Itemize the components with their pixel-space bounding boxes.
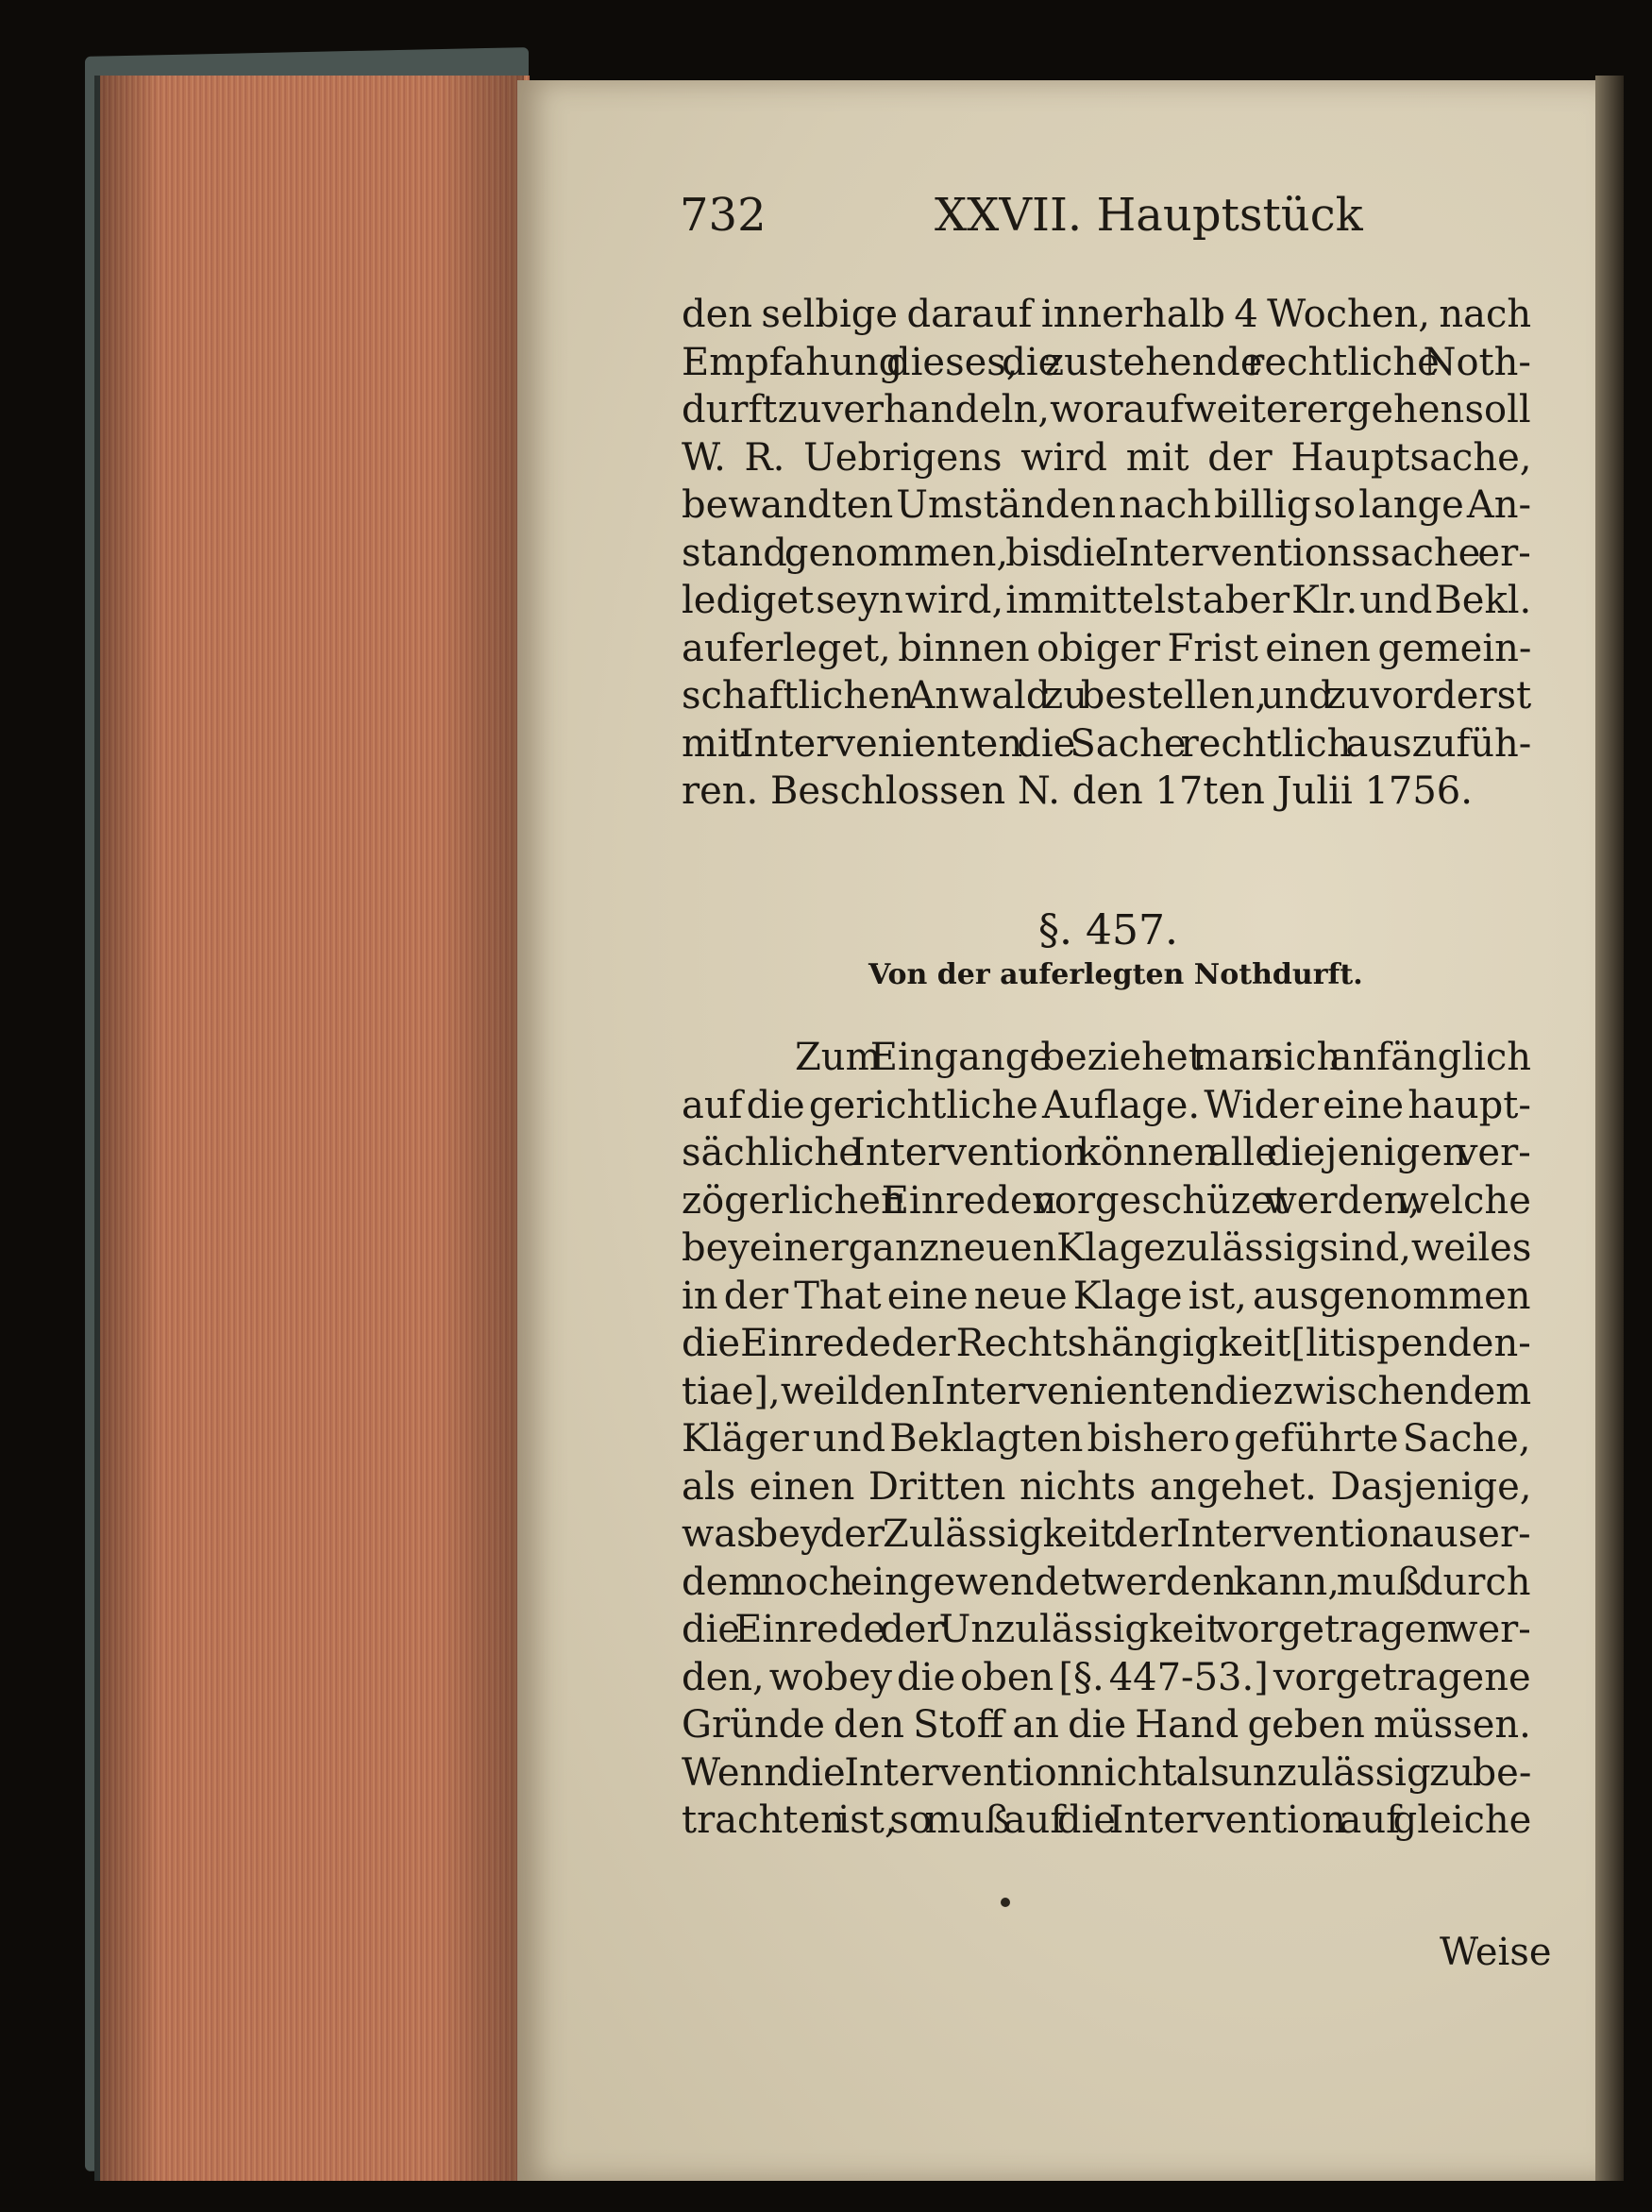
- section-title: Von der auferlegten Nothdurft.: [868, 958, 1363, 991]
- catchword: Weise: [1440, 1931, 1552, 1974]
- text-line: die Einrede der Unzulässigkeit vorgetragen wer-: [682, 1608, 1531, 1651]
- text-line: tiae], weil den Intervenienten die zwischen dem: [682, 1369, 1532, 1413]
- text-line: zögerlichen Einreden vorgeschüzet werden, welche: [682, 1178, 1531, 1223]
- text-line: bewandten Umständen nach billig so lange An-: [682, 483, 1532, 527]
- text-line: Gründe den Stoff an die Hand geben müssen.: [682, 1703, 1531, 1747]
- paragraph-1: [682, 291, 1531, 816]
- text-line: Empfahung dieses, die zustehende rechtliche Noth-: [682, 340, 1531, 384]
- text-line: stand genommen, bis die Interventionssache er-: [682, 531, 1531, 575]
- running-head: [680, 189, 1435, 255]
- text-line: den selbige darauf innerhalb 4 Wochen, nach: [682, 293, 1532, 336]
- page-number: 732: [680, 189, 767, 242]
- text-line: den, wobey die oben [§. 447-53.] vorgetragene: [682, 1655, 1531, 1699]
- text-line: als einen Dritten nichts angehet. Dasjenige,: [682, 1464, 1532, 1509]
- text-line: mit Intervenienten die Sache rechtlich auszufüh-: [682, 721, 1532, 766]
- gutter: [1595, 76, 1624, 2181]
- text-line: Wenn die Intervention nicht als unzulässig zu be-: [682, 1750, 1532, 1795]
- text-line: dem noch eingewendet werden kann, muß durch: [682, 1560, 1531, 1604]
- text-line: W. R. Uebrigens wird mit der Hauptsache,: [682, 435, 1532, 480]
- text-line: auferleget, binnen obiger Frist einen gemein-: [682, 626, 1532, 670]
- paragraph-2: [682, 1034, 1531, 1845]
- text-line: sächliche Intervention können alle diejenigen ver-: [682, 1131, 1531, 1174]
- chapter-heading: XXVII. Hauptstück: [935, 189, 1363, 242]
- text-line: trachten ist, so muß auf die Intervention auf gleiche: [682, 1798, 1532, 1842]
- text-line: lediget seyn wird, immittelst aber Klr. und Bekl.: [682, 579, 1532, 622]
- text-line: schaftlichen Anwald zu bestellen, und zuvorderst: [682, 674, 1532, 718]
- text-line: auf die gerichtliche Auflage. Wider eine haupt-: [682, 1083, 1531, 1127]
- text-line: die Einrede der Rechtshängigkeit [litis penden-: [682, 1322, 1531, 1365]
- text-line: was bey der Zulässigkeit der Intervention auser-: [682, 1512, 1531, 1556]
- section-number: §. 457.: [1038, 906, 1178, 954]
- text-line: bey einer ganz neuen Klage zulässig sind, weil es: [682, 1226, 1532, 1270]
- text-line: ren. Beschlossen N. den 17ten Julii 1756.: [682, 769, 1473, 813]
- text-line: Zum Eingange beziehet man sich anfänglich: [795, 1036, 1532, 1079]
- text-line: durft zu verhandeln, worauf weiter ergehen soll: [682, 388, 1531, 431]
- text-line: in der That eine neue Klage ist, ausgenommen: [682, 1274, 1531, 1318]
- text-line: Kläger und Beklagten bishero geführte Sache,: [682, 1417, 1531, 1461]
- ink-dot: [1001, 1898, 1010, 1907]
- edge-shadow: [94, 76, 524, 2181]
